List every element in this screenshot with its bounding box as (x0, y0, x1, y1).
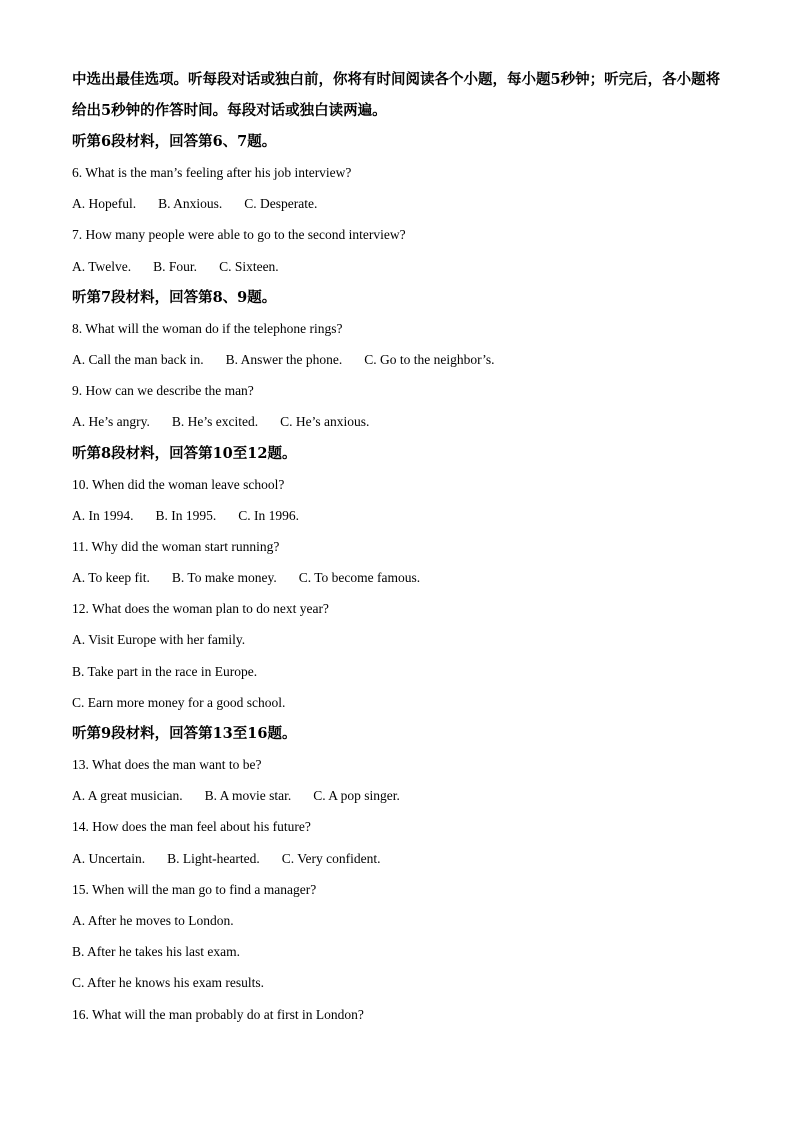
option-10b: B. In 1995. (155, 507, 217, 523)
option-10c: C. In 1996. (238, 507, 299, 523)
option-14c: C. Very confident. (281, 850, 381, 866)
option-11a: A. To keep fit. (72, 570, 150, 586)
option-12c: C. Earn more money for a good school. (72, 694, 286, 710)
option-7b: B. Four. (153, 258, 198, 274)
options-6 (72, 188, 722, 219)
option-9c: C. He’s anxious. (280, 414, 370, 430)
section-title-8: 听第8段材料，回答第10至12题。 (72, 444, 297, 462)
options-7 (72, 251, 722, 282)
options-9 (72, 406, 722, 437)
options-11 (72, 562, 722, 593)
question-13: 13. What does the man want to be? (72, 757, 262, 772)
option-15b: B. After he takes his last exam. (72, 944, 240, 960)
question-7: 7. How many people were able to go to the second interview? (72, 227, 406, 243)
options-14 (72, 843, 722, 874)
option-11c: C. To become famous. (298, 570, 421, 586)
option-13a: A. A great musician. (72, 788, 183, 804)
question-8: 8. What will the woman do if the telephone rings? (72, 320, 343, 336)
option-13c: C. A pop singer. (313, 788, 400, 804)
exam-page (72, 64, 722, 1030)
option-14b: B. Light-hearted. (167, 850, 260, 866)
option-14a: A. Uncertain. (72, 850, 146, 866)
option-8c: C. Go to the neighbor’s. (364, 351, 495, 367)
option-15c: C. After he knows his exam results. (72, 975, 264, 991)
option-6a: A. Hopeful. (72, 196, 137, 212)
question-6: 6. What is the man’s feeling after his job interview? (72, 165, 352, 180)
section-instructions: 中选出最佳选项。听每段对话或独白前，你将有时间阅读各个小题，每小题5秒钟；听完后，各小题将给出5秒钟的作答时间。每段对话或独白读两遍。 (72, 71, 721, 119)
option-15a: A. After he moves to London. (72, 912, 234, 928)
question-15: 15. When will the man go to find a manager? (72, 881, 317, 897)
section-title-7: 听第7段材料，回答第8、9题。 (72, 288, 277, 306)
question-9: 9. How can we describe the man? (72, 383, 254, 399)
section-title-6: 听第6段材料，回答第6、7题。 (72, 133, 277, 150)
option-13b: B. A movie star. (204, 788, 292, 804)
question-11: 11. Why did the woman start running? (72, 538, 280, 554)
option-8a: A. Call the man back in. (72, 351, 204, 367)
question-14: 14. How does the man feel about his future? (72, 819, 311, 835)
option-8b: B. Answer the phone. (225, 351, 343, 367)
option-10a: A. In 1994. (72, 507, 134, 523)
option-7c: C. Sixteen. (219, 258, 279, 274)
options-10 (72, 500, 722, 531)
option-9b: B. He’s excited. (171, 414, 259, 430)
options-13 (72, 780, 722, 811)
section-title-9: 听第9段材料，回答第13至16题。 (72, 725, 297, 742)
option-9a: A. He’s angry. (72, 414, 150, 430)
question-10: 10. When did the woman leave school? (72, 476, 285, 492)
options-8 (72, 344, 722, 375)
option-12a: A. Visit Europe with her family. (72, 632, 246, 648)
option-6c: C. Desperate. (244, 196, 318, 212)
option-6b: B. Anxious. (158, 196, 223, 212)
question-12: 12. What does the woman plan to do next year? (72, 601, 329, 617)
option-11b: B. To make money. (171, 570, 277, 586)
option-7a: A. Twelve. (72, 258, 132, 274)
question-16: 16. What will the man probably do at first in London? (72, 1006, 364, 1022)
option-12b: B. Take part in the race in Europe. (72, 663, 258, 679)
